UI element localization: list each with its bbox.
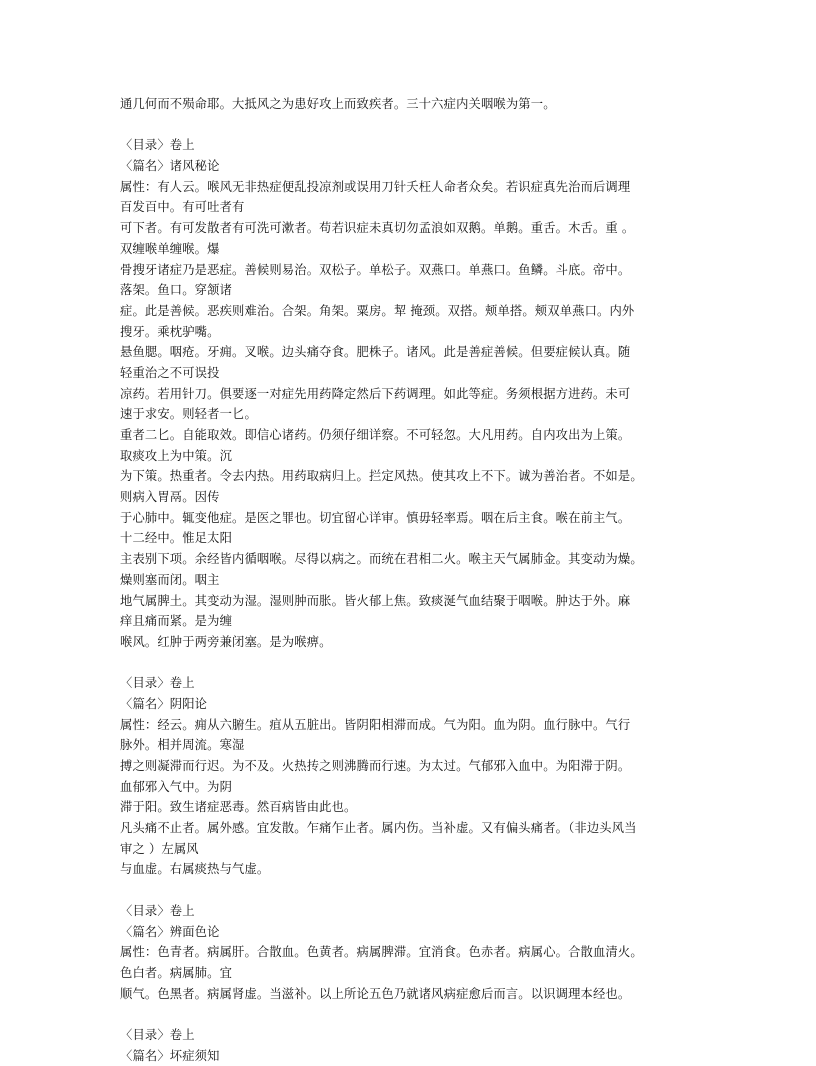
- section-zhufeng-milun: [120, 135, 700, 652]
- text-line: 审之 ）左属风: [120, 841, 199, 856]
- chapter-title: 〈篇名〉辨面色论: [120, 924, 220, 939]
- catalog-line: 〈目录〉卷上: [120, 138, 195, 153]
- text-line: 痒且痛而紧。是为缠: [120, 614, 233, 629]
- text-line: 速于求安。则轻者一匕。: [120, 407, 257, 422]
- text-line: 血郁邪入气中。为阴: [120, 779, 233, 794]
- text-line: 骨搜牙诸症乃是恶症。善候则易治。双松子。单松子。双燕口。单燕口。鱼鳞。斗底。帝中。: [120, 262, 631, 277]
- text-line: 脉外。相并周流。寒湿: [120, 738, 245, 753]
- text-line: 症。此是善候。恶疾则难治。合架。角架。粟房。㸷 掩颈。双搭。颊单搭。颊双单燕口。内外: [120, 303, 635, 318]
- catalog-line: 〈目录〉卷上: [120, 676, 195, 691]
- section-yinyang-lun: [120, 673, 700, 880]
- text-line: 取痰攻上为中策。沉: [120, 448, 233, 463]
- document-page: [120, 94, 700, 1066]
- text-line: 与血虚。右属痰热与气虚。: [120, 862, 270, 877]
- paragraph-gap: [120, 115, 700, 136]
- text-line: 主表别下项。余经皆内循咽喉。尽得以病之。而统在君相二火。喉主天气属肺金。其变动为燥。: [120, 552, 643, 567]
- chapter-title: 〈篇名〉诸风秘论: [120, 159, 220, 174]
- chapter-title: 〈篇名〉阴阳论: [120, 696, 208, 711]
- text-line: 双缠喉单缠喉。爆: [120, 241, 220, 256]
- paragraph-gap: [120, 880, 700, 901]
- text-line: 顺气。色黑者。病属肾虚。当滋补。以上所论五色乃就诸风病症愈后而言。以识调理本经也。: [120, 986, 631, 1001]
- text-line: 悬鱼腮。咽疮。牙痈。叉喉。边头痛夺食。肥株子。诸风。此是善症善候。但要症候认真。随: [120, 345, 631, 360]
- text-line: 搏之则凝滞而行迟。为不及。火热抟之则沸腾而行速。为太过。气郁邪入血中。为阳滞于阴。: [120, 759, 631, 773]
- text-line: 滞于阳。致生诸症恶毒。然百病皆由此也。: [120, 800, 357, 815]
- section-huaizheng-xuzhi: [120, 1025, 700, 1066]
- catalog-line: 〈目录〉卷上: [120, 1027, 195, 1042]
- section-bian-mianse-lun: [120, 901, 700, 1004]
- catalog-line: 〈目录〉卷上: [120, 903, 195, 918]
- text-line: 燥则塞而闭。咽主: [120, 572, 220, 587]
- text-line: 百发百中。有可吐者有: [120, 200, 245, 215]
- text-line: 落架。鱼口。穿颔诸: [120, 283, 233, 298]
- text-line: 属性：经云。痈从六腑生。疽从五脏出。皆阴阳相滞而成。气为阳。血为阴。血行脉中。气行: [120, 717, 631, 732]
- text-line: 搜牙。乘枕驴嘴。: [120, 324, 220, 339]
- text-line: 凡头痛不止者。属外感。宜发散。乍痛乍止者。属内伤。当补虚。又有偏头痛者。（非边头风当: [120, 821, 637, 836]
- text-line: 则病入胃鬲。因传: [120, 490, 220, 505]
- text-line: 喉风。红肿于两旁兼闭塞。是为喉痹。: [120, 634, 332, 649]
- text-line: 轻重治之不可误投: [120, 365, 220, 380]
- text-line: 为下策。热重者。令去内热。用药取病归上。拦定风热。使其攻上不下。诚为善治者。不如是。: [120, 469, 643, 484]
- text-line: 重者二匕。自能取效。即信心诸药。仍须仔细详察。不可轻忽。大凡用药。自内攻出为上策。: [120, 428, 631, 442]
- text-line: 色白者。病属肺。宜: [120, 965, 233, 980]
- text-line: 通几何而不殒命耶。大抵风之为患好攻上而致疾者。三十六症内关咽喉为第一。: [120, 97, 556, 111]
- text-line: 属性：色青者。病属肝。合散血。色黄者。病属脾滞。宜消食。色赤者。病属心。合散血清火。: [120, 945, 643, 960]
- paragraph-gap: [120, 1004, 700, 1025]
- intro-block: [120, 94, 700, 115]
- text-line: 十二经中。惟足太阳: [120, 531, 233, 546]
- paragraph-gap: [120, 653, 700, 674]
- chapter-title: 〈篇名〉坏症须知: [120, 1048, 220, 1063]
- text-line: 地气属脾土。其变动为湿。湿则肿而胀。皆火郁上焦。致痰涎气血结聚于咽喉。肿达于外。麻: [120, 593, 631, 608]
- text-line: 可下者。有可发散者有可洗可漱者。苟若识症未真切勿孟浪如双鹅。单鹅。重舌。木舌。重 。: [120, 221, 635, 236]
- text-line: 属性：有人云。喉风无非热症便乱投凉剂或误用刀针夭枉人命者众矣。若识症真先治而后调理: [120, 179, 631, 194]
- text-line: 于心肺中。辄变他症。是医之罪也。切宜留心详审。慎毋轻率焉。咽在后主食。喉在前主气。: [120, 510, 631, 525]
- text-line: 凉药。若用针刀。俱要逐一对症先用药降定然后下药调理。如此等症。务须根据方进药。未可: [120, 386, 631, 401]
